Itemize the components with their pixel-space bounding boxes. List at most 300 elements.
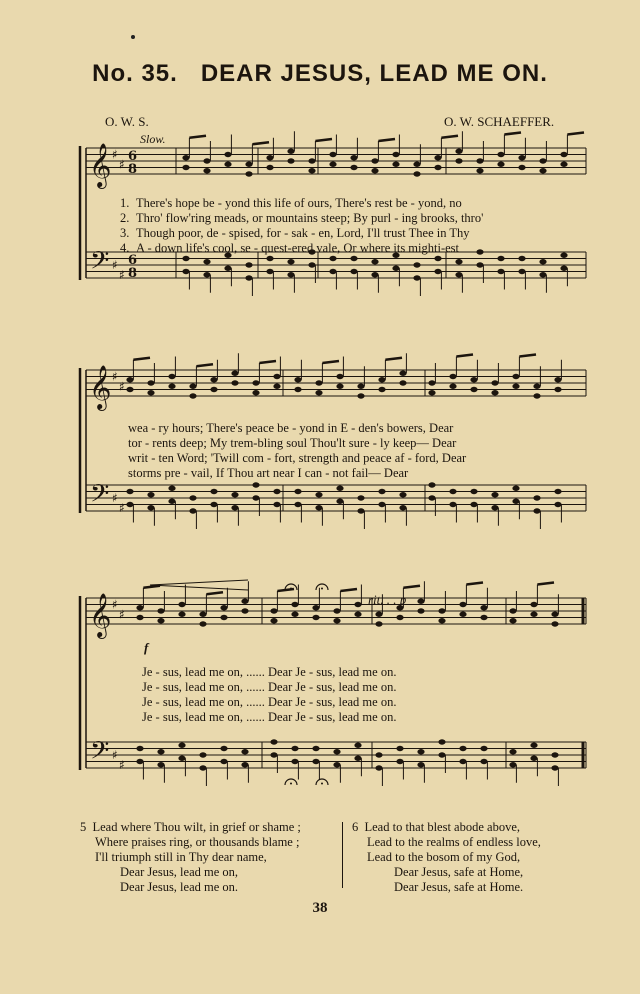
note-head	[126, 502, 133, 507]
verse-line: Dear Jesus, safe at Home,	[394, 865, 524, 879]
note-head	[136, 746, 143, 751]
note-head	[470, 489, 477, 494]
note-head	[252, 390, 259, 395]
note-head	[399, 380, 406, 385]
note-head	[189, 384, 196, 389]
sharp-sign: ♯	[119, 157, 125, 172]
note-head	[329, 269, 336, 274]
note-head	[245, 275, 252, 280]
note-head	[417, 749, 424, 754]
note-head	[178, 602, 185, 607]
time-signature: 6	[128, 149, 138, 164]
sharp-sign: ♯	[112, 369, 118, 384]
note-head	[371, 259, 378, 264]
note-head	[126, 387, 133, 392]
note-head	[270, 752, 277, 757]
sharp-sign: ♯	[119, 267, 125, 282]
note-head	[413, 162, 420, 167]
note-head	[396, 615, 403, 620]
note-head	[350, 256, 357, 261]
note-head	[428, 482, 435, 487]
lyric-line-4: Je - sus, lead me on, ...... Dear Je - sus, lead me on.	[142, 710, 397, 724]
lyric-line-1: wea - ry hours; There's peace be - yond in E - den's bowers, Dear	[128, 421, 454, 435]
note-head	[354, 602, 361, 607]
note-head	[554, 489, 561, 494]
note-head	[333, 762, 340, 767]
lyricist-credit: O. W. S.	[105, 114, 149, 129]
beam	[519, 355, 536, 357]
note-head	[315, 380, 322, 385]
note-head	[266, 155, 273, 160]
note-head	[178, 756, 185, 761]
note-head	[438, 739, 445, 744]
beam	[567, 133, 584, 135]
composer-credit: O. W. SCHAEFFER.	[444, 114, 555, 129]
note-head	[199, 621, 206, 626]
note-head	[509, 608, 516, 613]
note-head	[413, 171, 420, 176]
note-head	[315, 390, 322, 395]
note-head	[291, 746, 298, 751]
note-head	[294, 387, 301, 392]
page-number: 38	[312, 900, 328, 916]
note-head	[509, 749, 516, 754]
note-head	[470, 387, 477, 392]
note-head	[336, 499, 343, 504]
note-head	[220, 746, 227, 751]
note-head	[182, 165, 189, 170]
note-head	[512, 374, 519, 379]
note-head	[147, 380, 154, 385]
note-head	[178, 612, 185, 617]
lyric-line-1: 1. There's hope be - yond this life of ours, There's rest be - yond, no	[120, 196, 462, 210]
note-head	[231, 371, 238, 376]
note-head	[231, 492, 238, 497]
note-head	[308, 262, 315, 267]
note-head	[210, 377, 217, 382]
lyric-line-1: Je - sus, lead me on, ...... Dear Je - sus, lead me on.	[142, 665, 397, 679]
note-head	[480, 615, 487, 620]
note-head	[126, 377, 133, 382]
note-head	[378, 502, 385, 507]
note-head	[220, 605, 227, 610]
hymn-title: DEAR JESUS, LEAD ME ON.	[200, 60, 548, 87]
note-head	[470, 502, 477, 507]
note-head	[182, 155, 189, 160]
forte-marking: f	[144, 640, 149, 655]
note-head	[252, 482, 259, 487]
note-head	[560, 266, 567, 271]
note-head	[533, 495, 540, 500]
note-head	[203, 272, 210, 277]
sharp-sign: ♯	[112, 258, 118, 272]
note-head	[350, 165, 357, 170]
note-head	[399, 371, 406, 376]
note-head	[210, 387, 217, 392]
note-head	[539, 158, 546, 163]
treble-clef: 𝄞	[89, 143, 112, 187]
note-head	[270, 618, 277, 623]
note-head	[554, 387, 561, 392]
note-head	[399, 492, 406, 497]
note-head	[329, 256, 336, 261]
note-head	[182, 256, 189, 261]
note-head	[551, 765, 558, 770]
note-head	[375, 621, 382, 626]
note-head	[392, 152, 399, 157]
note-head	[273, 384, 280, 389]
note-head	[392, 266, 399, 271]
note-head	[224, 162, 231, 167]
note-head	[371, 168, 378, 173]
note-head	[554, 377, 561, 382]
note-head	[336, 486, 343, 491]
note-head	[459, 746, 466, 751]
verse-line: Dear Jesus, lead me on.	[120, 880, 239, 894]
treble-clef: 𝄞	[89, 365, 112, 409]
note-head	[266, 165, 273, 170]
note-head	[455, 272, 462, 277]
lyric-line-2: Je - sus, lead me on, ...... Dear Je - sus, lead me on.	[142, 680, 397, 694]
note-head	[157, 608, 164, 613]
note-head	[126, 489, 133, 494]
note-head	[308, 168, 315, 173]
note-head	[147, 492, 154, 497]
note-head	[449, 502, 456, 507]
note-head	[224, 152, 231, 157]
note-head	[480, 605, 487, 610]
note-head	[512, 384, 519, 389]
note-head	[189, 495, 196, 500]
note-head	[438, 608, 445, 613]
verse-6	[352, 820, 541, 895]
note-head	[333, 749, 340, 754]
note-head	[315, 505, 322, 510]
lyric-line-4: storms pre - vail, If Thou art near I can - not fail— Dear	[128, 466, 409, 480]
verse-line: I'll triumph still in Thy dear name,	[95, 850, 267, 864]
note-head	[350, 269, 357, 274]
note-head	[199, 752, 206, 757]
note-head	[157, 762, 164, 767]
note-head	[199, 612, 206, 617]
note-head	[560, 253, 567, 258]
note-head	[245, 171, 252, 176]
note-head	[287, 272, 294, 277]
beam	[189, 136, 206, 138]
sharp-sign: ♯	[119, 607, 125, 622]
note-head	[438, 752, 445, 757]
sharp-sign: ♯	[112, 748, 118, 762]
beam	[259, 361, 276, 363]
note-head	[168, 374, 175, 379]
note-head	[518, 256, 525, 261]
time-signature: 6	[128, 253, 138, 268]
note-head	[378, 387, 385, 392]
note-head	[199, 765, 206, 770]
lyric-line-3: Je - sus, lead me on, ...... Dear Je - sus, lead me on.	[142, 695, 397, 709]
verse-divider	[342, 822, 343, 888]
lyric-line-4: 4. A - down life's cool, se - quest-ered vale, Or where its mighti-est	[120, 241, 459, 255]
note-head	[434, 155, 441, 160]
note-head	[287, 158, 294, 163]
note-head	[231, 380, 238, 385]
note-head	[530, 743, 537, 748]
beam	[143, 586, 160, 588]
note-head	[203, 168, 210, 173]
note-head	[210, 489, 217, 494]
verse-line: Lead to the realms of endless love,	[367, 835, 541, 849]
note-head	[413, 275, 420, 280]
note-head	[434, 165, 441, 170]
treble-clef: 𝄞	[89, 593, 112, 637]
note-head	[449, 489, 456, 494]
bass-clef: 𝄢	[90, 479, 110, 515]
note-head	[396, 759, 403, 764]
note-head	[273, 374, 280, 379]
note-head	[449, 384, 456, 389]
time-signature: 8	[128, 266, 138, 281]
lyric-line-2: 2. Thro' flow'ring meads, or mountains steep; By purl - ing brooks, thro'	[120, 211, 484, 225]
tempo-marking: Slow.	[140, 132, 166, 146]
bass-clef: 𝄢	[90, 736, 110, 772]
verse-line: Dear Jesus, safe at Home.	[394, 880, 524, 894]
note-head	[241, 608, 248, 613]
sharp-sign: ♯	[112, 147, 118, 162]
beam	[315, 139, 332, 141]
beam	[196, 364, 213, 366]
note-head	[530, 612, 537, 617]
note-head	[252, 380, 259, 385]
note-head	[266, 256, 273, 261]
beam	[378, 139, 395, 141]
note-head	[136, 759, 143, 764]
note-head	[329, 162, 336, 167]
note-head	[287, 259, 294, 264]
note-head	[428, 380, 435, 385]
note-head	[539, 272, 546, 277]
note-head	[182, 269, 189, 274]
note-head	[157, 618, 164, 623]
lyric-line-3: 3. Though poor, de - spised, for - sak - en, Lord, I'll trust Thee in Thy	[120, 226, 470, 240]
note-head	[392, 162, 399, 167]
note-head	[220, 759, 227, 764]
verse-line: Lead to the bosom of my God,	[367, 850, 521, 864]
note-head	[241, 599, 248, 604]
note-head	[220, 615, 227, 620]
note-head	[203, 259, 210, 264]
note-head	[270, 739, 277, 744]
sharp-sign: ♯	[112, 491, 118, 505]
note-head	[497, 162, 504, 167]
note-head	[294, 502, 301, 507]
note-head	[357, 393, 364, 398]
beam	[252, 142, 269, 144]
note-head	[417, 608, 424, 613]
sharp-sign: ♯	[119, 379, 125, 394]
note-head	[539, 168, 546, 173]
note-head	[245, 262, 252, 267]
note-head	[518, 165, 525, 170]
note-head	[560, 152, 567, 157]
note-head	[270, 608, 277, 613]
note-head	[224, 266, 231, 271]
beam	[403, 586, 420, 588]
note-head	[312, 605, 319, 610]
note-head	[273, 502, 280, 507]
note-head	[470, 377, 477, 382]
note-head	[378, 489, 385, 494]
note-head	[417, 599, 424, 604]
note-head	[480, 746, 487, 751]
beam	[466, 583, 483, 585]
note-head	[551, 752, 558, 757]
beam	[504, 133, 521, 135]
note-head	[497, 256, 504, 261]
note-head	[245, 162, 252, 167]
note-head	[491, 505, 498, 510]
note-head	[294, 377, 301, 382]
note-head	[291, 612, 298, 617]
note-head	[413, 262, 420, 267]
note-head	[476, 168, 483, 173]
crescendo-hairpin	[150, 580, 248, 585]
note-head	[396, 746, 403, 751]
note-head	[287, 149, 294, 154]
note-head	[291, 602, 298, 607]
system1-lyrics	[120, 196, 483, 256]
note-head	[375, 612, 382, 617]
note-head	[157, 749, 164, 754]
note-head	[273, 489, 280, 494]
note-head	[459, 612, 466, 617]
verse-line: Where praises ring, or thousands blame ;	[95, 835, 300, 849]
note-head	[294, 489, 301, 494]
note-head	[378, 377, 385, 382]
note-head	[551, 621, 558, 626]
note-head	[333, 608, 340, 613]
note-head	[375, 765, 382, 770]
note-head	[241, 762, 248, 767]
note-head	[539, 259, 546, 264]
note-head	[491, 390, 498, 395]
note-head	[476, 262, 483, 267]
beam	[385, 358, 402, 360]
note-head	[551, 612, 558, 617]
note-head	[147, 390, 154, 395]
note-head	[459, 759, 466, 764]
note-head	[354, 743, 361, 748]
note-head	[497, 269, 504, 274]
beam	[206, 592, 223, 594]
note-head	[371, 158, 378, 163]
note-head	[518, 155, 525, 160]
note-head	[178, 743, 185, 748]
note-head	[231, 505, 238, 510]
note-head	[291, 759, 298, 764]
note-head	[417, 762, 424, 767]
note-head	[459, 602, 466, 607]
note-head	[168, 486, 175, 491]
note-head	[476, 158, 483, 163]
beam	[340, 589, 357, 591]
beam	[537, 583, 554, 585]
note-head	[491, 492, 498, 497]
fermata-dot	[290, 783, 292, 785]
note-head	[147, 505, 154, 510]
note-head	[533, 393, 540, 398]
note-head	[329, 152, 336, 157]
note-head	[533, 384, 540, 389]
note-head	[560, 162, 567, 167]
sharp-sign: ♯	[119, 500, 125, 515]
note-head	[357, 495, 364, 500]
note-head	[336, 384, 343, 389]
sharp-sign: ♯	[119, 757, 125, 772]
note-head	[509, 762, 516, 767]
ritardando-marking: rit. . . p	[368, 592, 407, 607]
note-head	[333, 618, 340, 623]
note-head	[455, 149, 462, 154]
sharp-sign: ♯	[112, 597, 118, 612]
note-head	[357, 508, 364, 513]
fermata-dot	[321, 588, 323, 590]
system3-lyrics	[142, 665, 396, 725]
note-head	[399, 505, 406, 510]
note-head	[434, 269, 441, 274]
note-head	[512, 486, 519, 491]
note-head	[168, 499, 175, 504]
time-signature: 8	[128, 162, 138, 177]
note-head	[491, 380, 498, 385]
note-head	[449, 374, 456, 379]
verse-line: 6 Lead to that blest abode above,	[352, 820, 520, 834]
note-head	[509, 618, 516, 623]
note-head	[252, 495, 259, 500]
crescendo-hairpin	[150, 585, 248, 590]
note-head	[354, 756, 361, 761]
note-head	[512, 499, 519, 504]
beam	[133, 358, 150, 360]
note-head	[375, 752, 382, 757]
verse-line: Dear Jesus, lead me on,	[120, 865, 239, 879]
note-head	[354, 612, 361, 617]
note-head	[312, 615, 319, 620]
bass-clef: 𝄢	[90, 246, 110, 282]
note-head	[530, 602, 537, 607]
note-head	[428, 390, 435, 395]
note-head	[357, 384, 364, 389]
note-head	[455, 158, 462, 163]
note-head	[533, 508, 540, 513]
note-head	[312, 759, 319, 764]
note-head	[336, 374, 343, 379]
beam	[322, 361, 339, 363]
note-head	[371, 272, 378, 277]
note-head	[455, 259, 462, 264]
note-head	[308, 158, 315, 163]
note-head	[241, 749, 248, 754]
lyric-line-2: tor - rents deep; My trem-bling soul Thou'lt sure - ly keep— Dear	[128, 436, 457, 450]
note-head	[497, 152, 504, 157]
verse-line: 5 Lead where Thou wilt, in grief or shame ;	[80, 820, 301, 834]
beam	[441, 136, 458, 138]
note-head	[480, 759, 487, 764]
verse-5	[80, 820, 301, 895]
note-head	[530, 756, 537, 761]
note-head	[189, 393, 196, 398]
note-head	[315, 492, 322, 497]
beam	[456, 355, 473, 357]
